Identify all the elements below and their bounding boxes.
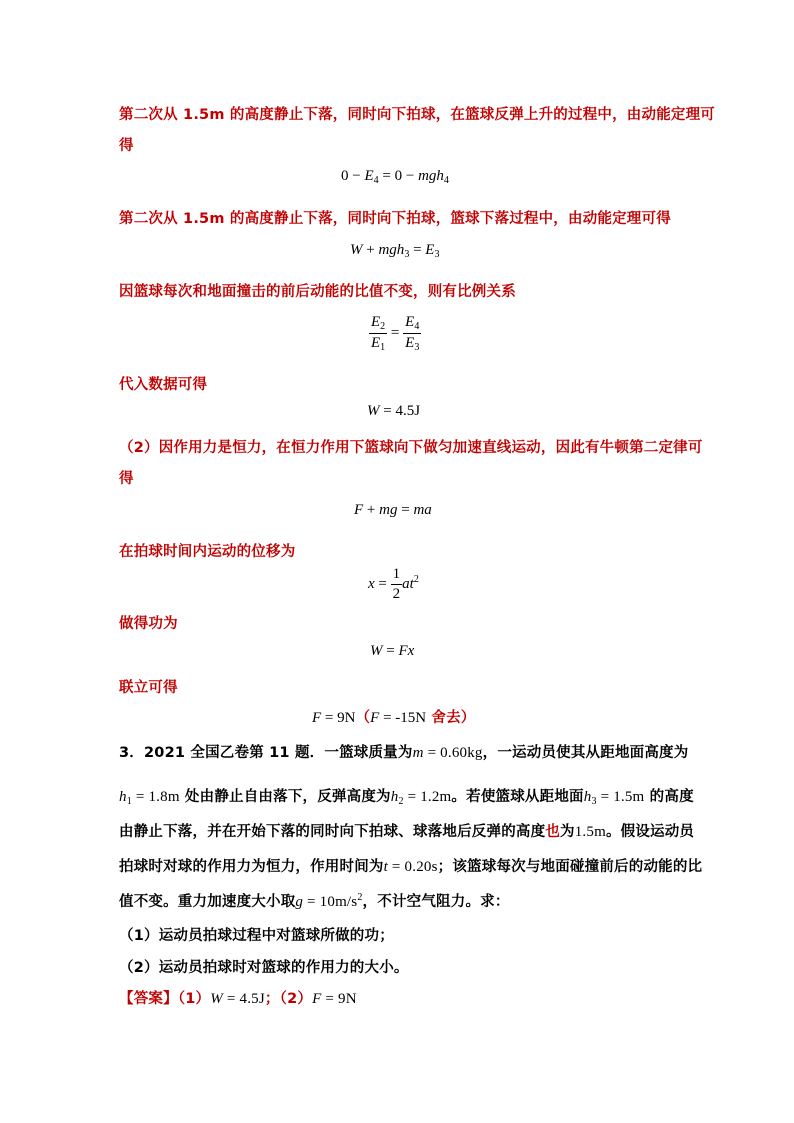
question-2: （2）运动员拍球时对篮球的作用力的大小。	[119, 960, 409, 976]
solution-paragraph-1: 第二次从 1.5m 的高度静止下落，同时向下拍球，在篮球反弹上升的过程中，由动能定理可	[119, 107, 715, 123]
solution-paragraph-2: 第二次从 1.5m 的高度静止下落，同时向下拍球，篮球下落过程中，由动能定理可得	[119, 211, 671, 227]
question-1: （1）运动员拍球过程中对篮球所做的功；	[119, 928, 394, 944]
solution-paragraph-4: 代入数据可得	[119, 377, 208, 393]
solution-paragraph-3: 因篮球每次和地面撞击的前后动能的比值不变，则有比例关系	[119, 284, 516, 300]
solution-paragraph-5-cont: 得	[119, 471, 134, 487]
equation-4: W = 4.5J	[367, 403, 421, 419]
equation-5: F + mg = ma	[354, 502, 432, 518]
problem-line-4: 拍球时对球的作用力为恒力，作用时间为t = 0.20s；该篮球每次与地面碰撞前后的动能的比	[119, 859, 703, 875]
equation-3-proportion: $\frac{E_2}{E_1}$ = $\frac{E_4}{E_3}$	[371, 314, 420, 353]
problem-line-1: 3．2021 全国乙卷第 11 题．一篮球质量为m = 0.60kg，一运动员使其从距地面高度为	[119, 745, 689, 761]
solution-paragraph-1-cont: 得	[119, 138, 134, 154]
equation-1: $0 - E_4 = 0 - mgh_4$	[341, 168, 449, 186]
equation-2: $W + mgh_3 = E_3$	[350, 242, 440, 260]
solution-paragraph-6: 在拍球时间内运动的位移为	[119, 544, 296, 560]
equation-8-result: F = 9N（F = -15N 舍去）	[312, 710, 476, 726]
problem-line-5: 值不变。重力加速度大小取$g = 10m/s^2$，不计空气阻力。求：	[119, 892, 510, 910]
problem-line-3: 由静止下落，并在开始下落的同时向下拍球、球落地后反弹的高度也为1.5m。假设运动员	[119, 824, 695, 840]
solution-paragraph-8: 联立可得	[119, 680, 178, 696]
problem-line-2: $h_1 = 1.8m$ 处由静止自由落下，反弹高度为$h_2 = 1.2m$。若使篮球从距地面$h_3 = 1.5m$ 的高度	[119, 789, 694, 807]
solution-paragraph-7: 做得功为	[119, 616, 178, 632]
answer-line: 【答案】（1）W = 4.5J；（2）F = 9N	[119, 991, 357, 1007]
equation-6: x = $\frac{1}{2}$ $at^2$	[368, 566, 419, 602]
answer-label: 【答案】	[119, 991, 178, 1007]
equation-7: W = Fx	[370, 643, 415, 659]
solution-paragraph-5: （2）因作用力是恒力，在恒力作用下篮球向下做匀加速直线运动，因此有牛顿第二定律可	[119, 440, 703, 456]
